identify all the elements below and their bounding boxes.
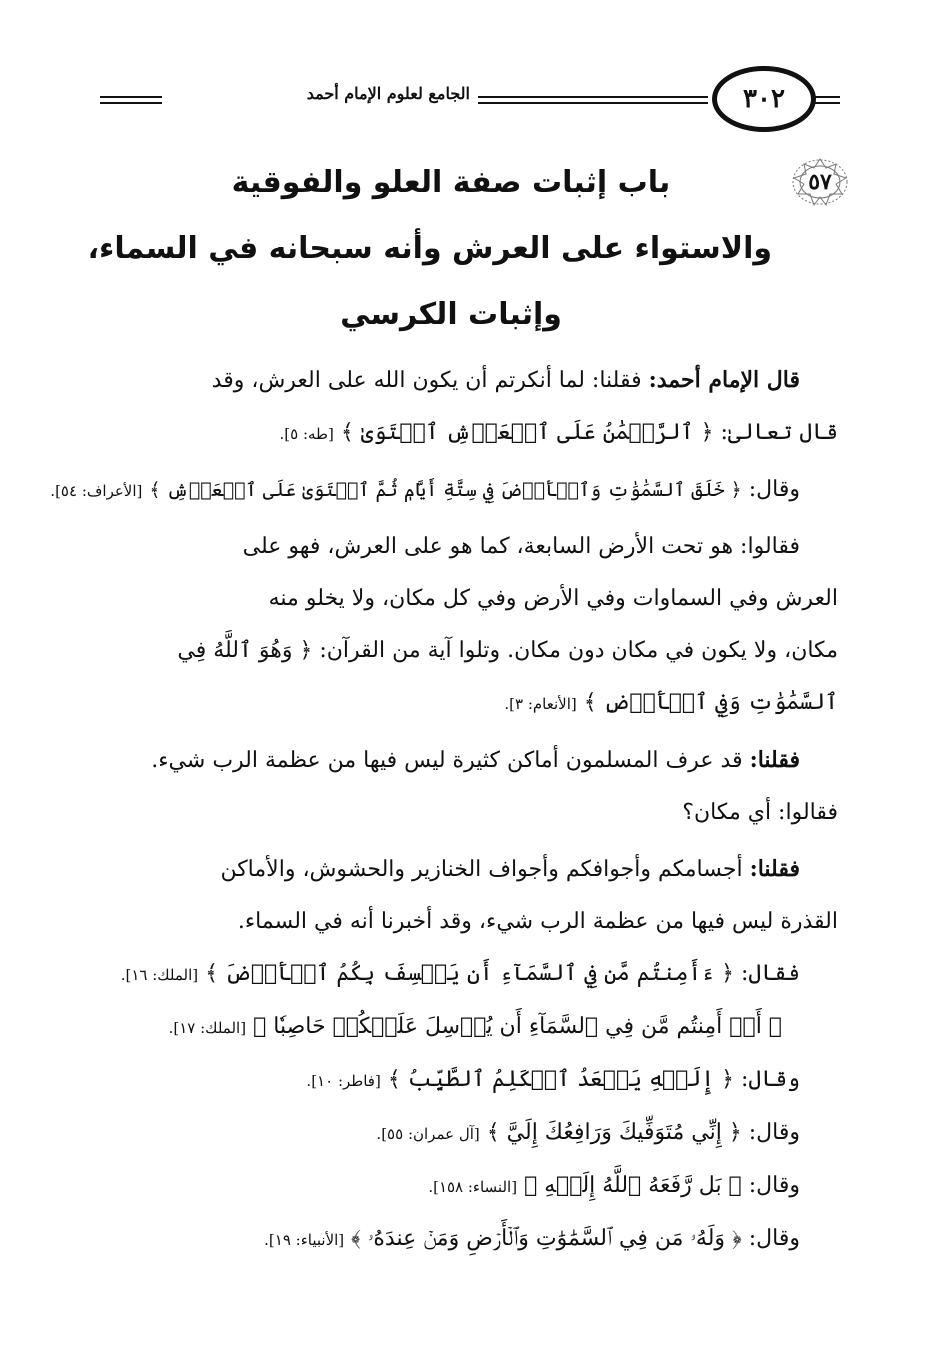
paragraph-2 <box>50 464 838 517</box>
speaker-label: قال الإمام أحمد: <box>648 367 800 393</box>
chapter-number-badge <box>790 156 850 208</box>
quran-verse: ﴿ وَهُوَ ٱللَّهُ فِي <box>177 638 313 663</box>
quran-verse: ﴿ ءَأَمِنتُم مَّن فِي ٱلسَّمَآءِ أَن يَخۡسِفَ بِكُمُ ٱلۡأَرۡضَ ﴾ <box>205 961 735 986</box>
speaker-label: فقلنا: <box>749 856 800 882</box>
chapter-title-line-3: وإثبات الكرسي <box>340 297 562 332</box>
quote-line-2 <box>108 1001 838 1054</box>
quran-verse: ﴿ خَلَقَ ٱلسَّمَٰوَٰتِ وَٱلۡأَرۡضَ فِي سِتَّةِ أَيَّامٖ ثُمَّ ٱسۡتَوَىٰ عَلَى ٱلۡعَرۡشِ ﴾ <box>149 479 742 501</box>
paragraph-3-line-2: العرش وفي السماوات وفي الأرض وفي كل مكان، ولا يخلو منه <box>268 586 838 611</box>
paragraph-4-line-1 <box>108 734 838 787</box>
page-number-badge <box>712 66 816 132</box>
quote-intro: وقال: <box>741 1226 800 1251</box>
paragraph-text: أجسامكم وأجوافكم وأجواف الخنازير والحشوش، والأماكن <box>220 857 750 882</box>
quote-line-3 <box>108 1054 838 1107</box>
quote-line-1 <box>108 948 838 1001</box>
quran-verse: ﴿ بَل رَّفَعَهُ ٱللَّهُ إِلَيۡهِ ﴾ <box>524 1173 742 1198</box>
quran-verse: ﴿ إِنِّي مُتَوَفِّيكَ وَرَافِعُكَ إِلَيَّ ﴾ <box>486 1120 742 1145</box>
chapter-number: ٥٧ <box>808 169 832 195</box>
paragraph-3-line-4 <box>108 677 838 730</box>
quote-intro: فقال: <box>734 961 800 986</box>
chapter-title-line-1: باب إثبات صفة العلو والفوقية <box>231 165 671 200</box>
paragraph-3 <box>108 521 838 730</box>
quran-verse: ﴿ وَلَهُۥ مَن فِي ٱلسَّمَٰوَٰتِ وَٱلۡأَرۡضِ وَمَنۡ عِندَهُۥ ﴾ <box>351 1226 742 1251</box>
paragraph-5-line-2: القذرة ليس فيها من عظمة الرب شيء، وقد أخبرنا أنه في السماء. <box>237 909 838 934</box>
quote-intro: وقال: <box>741 477 800 502</box>
verse-reference: [الملك: ١٦]. <box>120 966 199 984</box>
header-rule-middle <box>478 96 708 104</box>
quote-line-6 <box>108 1213 838 1266</box>
verse-reference: [الأنبياء: ١٩]. <box>264 1231 345 1249</box>
page-number: ٣٠٢ <box>743 84 785 114</box>
quran-verse: ﴿ ٱلرَّحۡمَٰنُ عَلَى ٱلۡعَرۡشِ ٱسۡتَوَىٰ ﴾ <box>340 420 714 445</box>
verse-reference: [الأعراف: ٥٤]. <box>50 482 143 500</box>
verse-reference: [الأنعام: ٣]. <box>504 695 577 713</box>
quote-line-5 <box>108 1160 838 1213</box>
paragraph-text: مكان، ولا يكون في مكان دون مكان. وتلوا آية من القرآن: <box>312 638 838 663</box>
paragraph-5 <box>108 843 838 948</box>
quran-verse: ٱلسَّمَٰوَٰتِ وَفِي ٱلۡأَرۡضِ ﴾ <box>583 690 838 715</box>
paragraph-3-line-3 <box>108 625 838 677</box>
paragraph-5-line-1 <box>108 843 838 896</box>
quote-line-4 <box>108 1107 838 1160</box>
paragraph-text: فقلنا: لما أنكرتم أن يكون الله على العرش، وقد <box>211 368 649 393</box>
paragraph-4-line-2: فقالوا: أي مكان؟ <box>682 800 838 825</box>
body-text <box>50 354 838 1266</box>
speaker-label: فقلنا: <box>749 747 800 773</box>
verse-reference: [النساء: ١٥٨]. <box>428 1178 518 1196</box>
quran-verse: ﴿ أَمۡ أَمِنتُم مَّن فِي ٱلسَّمَآءِ أَن يُرۡسِلَ عَلَيۡكُمۡ حَاصِبٗا ﴾ <box>253 1014 782 1039</box>
quote-intro: وقال: <box>741 1120 800 1145</box>
paragraph-1 <box>108 354 838 460</box>
verse-reference: [آل عمران: ٥٥]. <box>376 1125 480 1143</box>
verse-reference: [الملك: ١٧]. <box>168 1019 247 1037</box>
header-rule-left <box>100 96 162 104</box>
quote-intro: وقال: <box>734 1067 800 1092</box>
chapter-title-line-2: والاستواء على العرش وأنه سبحانه في السماء، <box>87 231 772 266</box>
verse-reference: [طه: ٥]. <box>279 425 334 443</box>
paragraph-4 <box>108 734 838 839</box>
running-title: الجامع لعلوم الإمام أحمد <box>306 84 470 103</box>
paragraph-3-line-1: فقالوا: هو تحت الأرض السابعة، كما هو على العرش، فهو على <box>242 534 800 559</box>
quran-verse: ﴿ إِلَيۡهِ يَصۡعَدُ ٱلۡكَلِمُ ٱلطَّيِّبُ ﴾ <box>387 1067 735 1092</box>
verse-reference: [فاطر: ١٠]. <box>306 1072 381 1090</box>
chapter-title <box>87 150 772 348</box>
paragraph-2-line-1 <box>50 464 838 517</box>
quote-intro: وقال: <box>741 1173 800 1198</box>
page-header <box>100 60 840 140</box>
paragraph-1-line-2 <box>108 407 838 460</box>
quote-intro: قال تعالىٰ: <box>713 420 838 445</box>
paragraph-1-line-1 <box>108 354 838 407</box>
paragraph-text: قد عرف المسلمون أماكن كثيرة ليس فيها من عظمة الرب شيء. <box>151 748 750 773</box>
